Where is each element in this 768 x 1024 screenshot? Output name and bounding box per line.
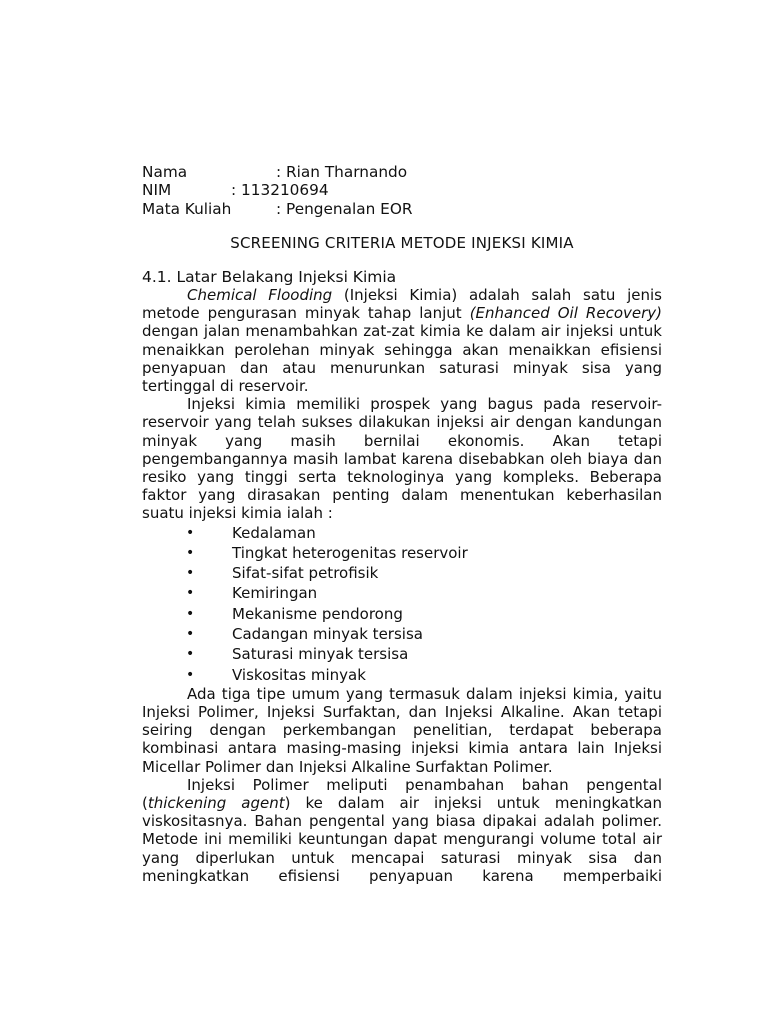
document-title: SCREENING CRITERIA METODE INJEKSI KIMIA (230, 233, 574, 252)
bullet-icon: • (186, 565, 195, 582)
paragraph-3-line: seiring dengan perkembangan penelitian, terdapat beberapa (142, 721, 662, 740)
list-item: • Kemiringan (186, 584, 318, 603)
paragraph-2-line: suatu injeksi kimia ialah : (142, 504, 333, 523)
list-item: • Viskositas minyak (186, 665, 366, 684)
student-name-row (142, 163, 662, 181)
list-item: • Sifat-sifat petrofisik (186, 564, 379, 583)
bullet-icon: • (186, 605, 195, 622)
paragraph-4 (142, 776, 662, 885)
paragraph-4-line: meningkatkan efisiensi penyapuan karena memperbaiki (142, 866, 662, 885)
list-item: • Mekanisme pendorong (186, 604, 403, 623)
paragraph-1-line: dengan jalan menambahkan zat-zat kimia ke dalam air injeksi untuk (142, 322, 662, 341)
paragraph-4-line: Metode ini memiliki keuntungan dapat mengurangi volume total air (142, 830, 662, 849)
nim-value: : 113210694 (231, 181, 329, 200)
paragraph-1-line: metode pengurasan minyak tahap lanjut (Enhanced Oil Recovery) (142, 304, 662, 323)
bullet-icon: • (186, 626, 195, 642)
paragraph-4-line: yang diperlukan untuk mencapai saturasi minyak sisa dan (142, 848, 662, 867)
paragraph-1-line: menaikkan perolehan minyak sehingga akan menaikkan efisiensi (142, 340, 662, 359)
list-item: • Kedalaman (186, 523, 316, 542)
criteria-list (142, 523, 662, 685)
student-nim-row (142, 181, 662, 199)
paragraph-2-line: resiko yang tinggi serta teknologinya yang kompleks. Beberapa (142, 467, 662, 486)
paragraph-2-line: minyak yang masih bernilai ekonomis. Akan tetapi (142, 431, 662, 450)
bullet-icon: • (186, 544, 195, 561)
paragraph-3 (142, 685, 662, 776)
course-row (142, 200, 662, 218)
paragraph-4-line: (thickening agent) ke dalam air injeksi untuk meningkatkan (142, 794, 662, 813)
paragraph-1-line: penyapuan dan atau menurunkan saturasi minyak sisa yang (142, 358, 662, 377)
paragraph-3-line: kombinasi antara masing-masing injeksi kimia antara lain Injeksi (142, 739, 662, 758)
paragraph-2 (142, 395, 662, 522)
paragraph-3-line: Ada tiga tipe umum yang termasuk dalam injeksi kimia, yaitu (187, 684, 662, 703)
name-label: Nama (142, 163, 188, 181)
list-item: • Cadangan minyak tersisa (186, 625, 423, 643)
bullet-icon: • (186, 666, 195, 683)
paragraph-2-line: reservoir yang telah sukses dilakukan injeksi air dengan kandungan (142, 413, 662, 432)
paragraph-1 (142, 286, 662, 395)
course-label: Mata Kuliah (142, 199, 232, 218)
bullet-icon: • (186, 646, 195, 663)
bullet-icon: • (186, 524, 195, 541)
paragraph-4-line: viskositasnya. Bahan pengental yang biasa dipakai adalah polimer. (142, 812, 662, 831)
paragraph-4-line: Injeksi Polimer meliputi penambahan bahan pengental (187, 775, 662, 794)
paragraph-2-line: faktor yang dirasakan penting dalam menentukan keberhasilan (142, 486, 662, 505)
paragraph-1-line: Chemical Flooding (Injeksi Kimia) adalah salah satu jenis (187, 286, 662, 305)
term-thickening-agent: thickening agent (147, 794, 285, 813)
document-body (142, 163, 662, 885)
course-value: : Pengenalan EOR (276, 199, 413, 218)
list-item: • Saturasi minyak tersisa (186, 645, 409, 664)
paragraph-3-line: Micellar Polimer dan Injeksi Alkaline Surfaktan Polimer. (142, 757, 553, 776)
name-value: : Rian Tharnando (276, 163, 408, 181)
nim-label: NIM (142, 181, 172, 200)
term-chemical-flooding: Chemical Flooding (187, 286, 333, 305)
paragraph-3-line: Injeksi Polimer, Injeksi Surfaktan, dan Injeksi Alkaline. Akan tetapi (142, 703, 662, 722)
paragraph-2-line: Injeksi kimia memiliki prospek yang bagus pada reservoir- (187, 395, 662, 414)
list-item: • Tingkat heterogenitas reservoir (186, 543, 468, 562)
bullet-icon: • (186, 585, 195, 602)
term-eor: (Enhanced Oil Recovery) (469, 304, 662, 323)
paragraph-1-line: tertinggal di reservoir. (142, 377, 309, 396)
paragraph-2-line: pengembangannya masih lambat karena disebabkan oleh biaya dan (142, 449, 662, 468)
section-heading: 4.1. Latar Belakang Injeksi Kimia (142, 267, 397, 286)
